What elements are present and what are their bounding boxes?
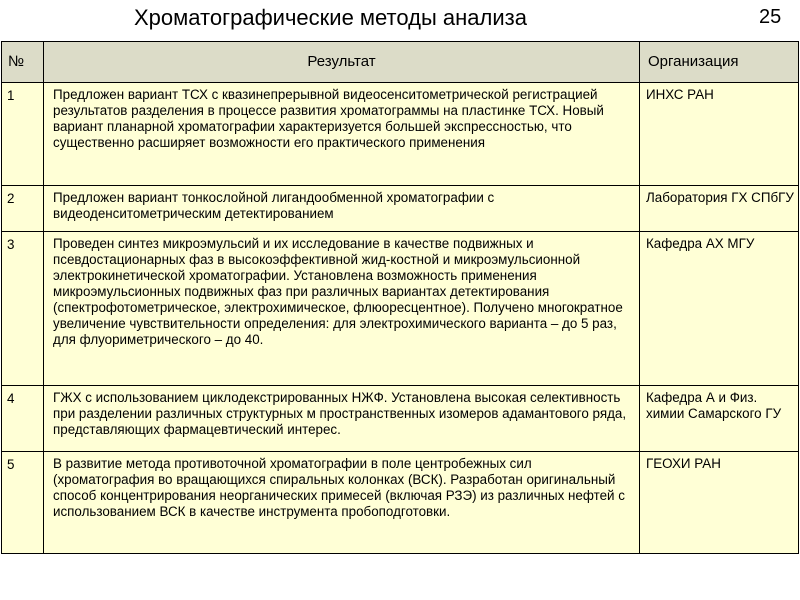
row-organization: Лаборатория ГХ СПбГУ [640,186,799,232]
header-result: Результат [44,42,640,83]
slide-title: Хроматографические методы анализа [134,5,527,30]
slide-number: 25 [759,6,782,28]
row-number: 4 [2,386,44,452]
row-result: ГЖХ с использованием циклодекстрированных НЖФ. Установлена высокая селективность при разделении различных структурных м пространственных изомеров адамантового ряда, представляющих фармацевтический интерес. [44,386,640,452]
row-result: Предложен вариант тонкослойной лигандообменной хроматографии с видеоденситометрическим детектированием [44,186,640,232]
row-organization: ГЕОХИ РАН [640,452,799,554]
row-result: В развитие метода противоточной хроматографии в поле центробежных сил (хроматография во вращающихся спиральных колонках (ВСК). Разработан оригинальный способ концентрирования неорганических примесей (включая РЗЭ) из различных нефтей с использованием ВСК в качестве инструмента пробоподготовки. [44,452,640,554]
row-organization: Кафедра А и Физ. химии Самарского ГУ [640,386,799,452]
table-row [2,386,799,452]
results-table [1,41,799,554]
row-result: Предложен вариант ТСХ с квазинепрерывной видеосенситометрической регистрацией результатов разделения в процессе развития хроматограммы на пластинке ТСХ. Новый вариант планарной хроматографии характеризуется большей экспрессностью, что существенно расширяет возможности его практического применения [44,83,640,186]
row-number: 2 [2,186,44,232]
row-number: 1 [2,83,44,186]
header-number: № [2,42,44,83]
row-organization: ИНХС РАН [640,83,799,186]
row-number: 5 [2,452,44,554]
header-organization: Организация [640,42,799,83]
table-row [2,232,799,386]
table-header-row [2,42,799,83]
row-number: 3 [2,232,44,386]
table-row [2,186,799,232]
table-row [2,83,799,186]
row-result: Проведен синтез микроэмульсий и их исследование в качестве подвижных и псевдостационарных фаз в высокоэффективной жид-костной и микроэмульсионной электрокинетической хроматографии. Установлена возможность применения микроэмульсионных подвижных фаз при различных вариантах детектирования (спектрофотометрическое, электрохимическое, флюоресцентное). Получено многократное увеличение чувствительности определения: для электрохимического варианта – до 5 раз, для флуориметрического – до 40. [44,232,640,386]
table-row [2,452,799,554]
row-organization: Кафедра АХ МГУ [640,232,799,386]
